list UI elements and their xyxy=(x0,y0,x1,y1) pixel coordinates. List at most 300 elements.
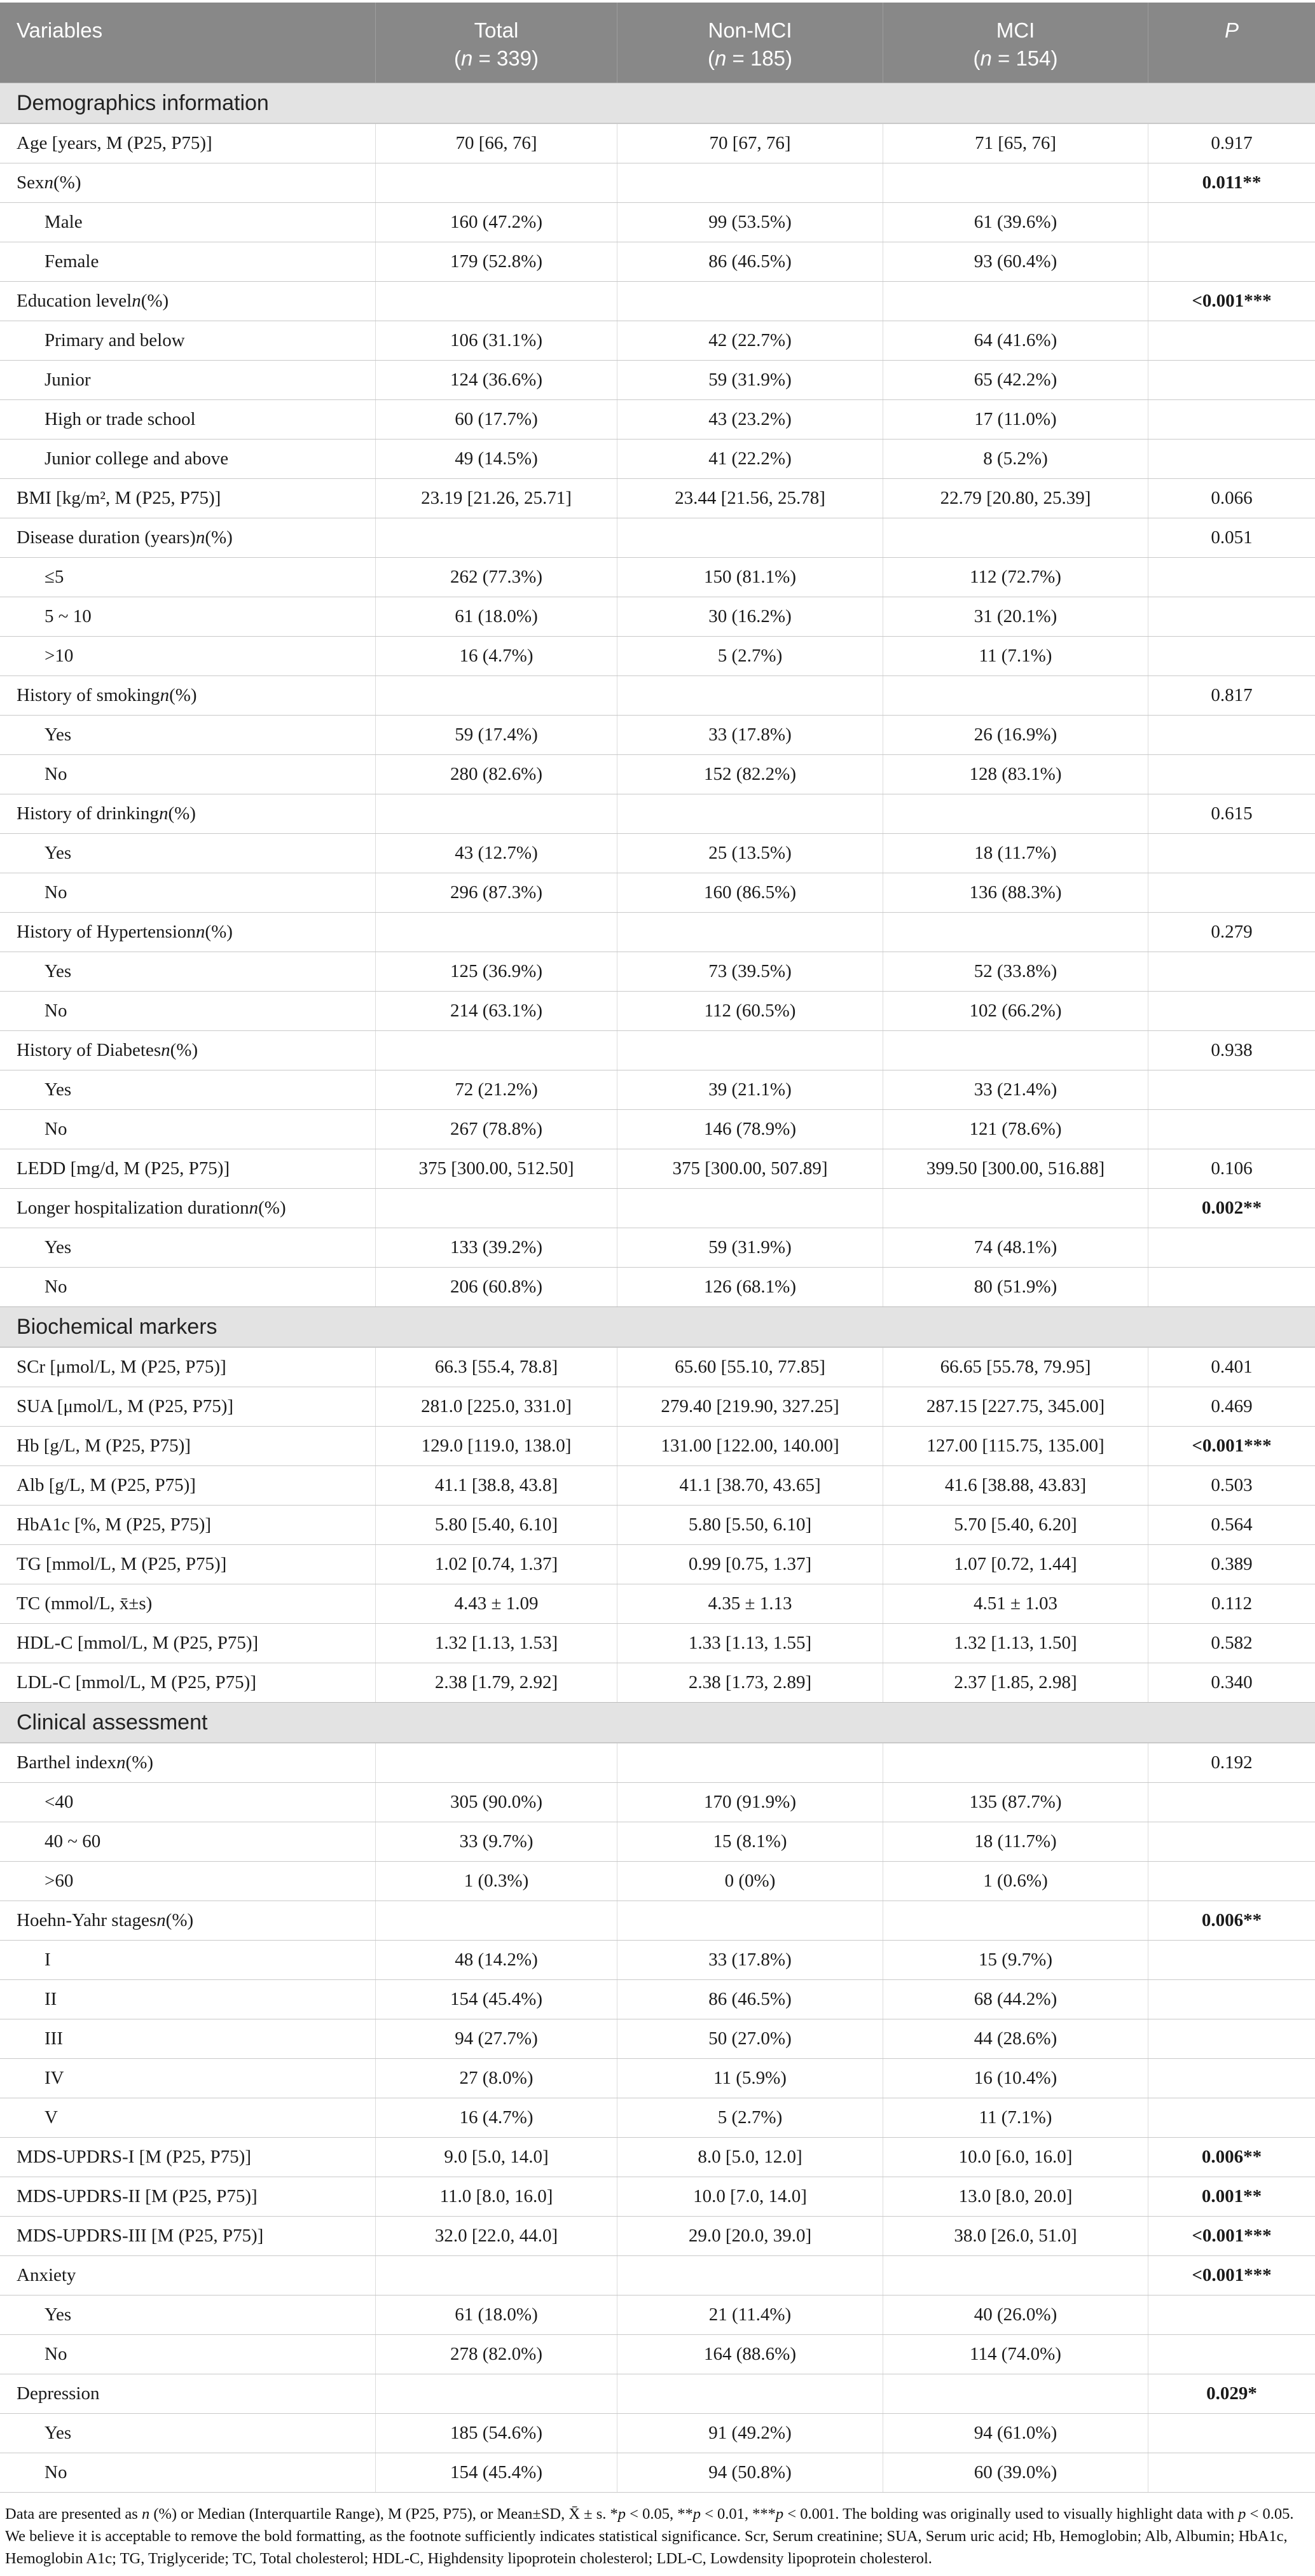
mci-cell: 114 (74.0%) xyxy=(883,2335,1148,2374)
p-cell: 0.029* xyxy=(1148,2374,1315,2413)
nonmci-cell: 164 (88.6%) xyxy=(617,2335,883,2374)
total-cell: 4.43 ± 1.09 xyxy=(375,1584,617,1623)
total-cell: 124 (36.6%) xyxy=(375,361,617,399)
variable-cell: I xyxy=(45,1949,51,1970)
variable-cell: Longer hospitalization duration n (%) xyxy=(17,1198,286,1218)
total-cell: 5.80 [5.40, 6.10] xyxy=(375,1506,617,1544)
variable-cell: Junior college and above xyxy=(45,448,229,469)
mci-cell: 121 (78.6%) xyxy=(883,1110,1148,1149)
variable-cell: Junior xyxy=(45,370,91,390)
mci-cell: 128 (83.1%) xyxy=(883,755,1148,794)
table-row xyxy=(0,242,1315,281)
variable-cell: Primary and below xyxy=(45,330,185,350)
mci-cell: 71 [65, 76] xyxy=(883,124,1148,163)
nonmci-cell: 50 (27.0%) xyxy=(617,2019,883,2058)
table-row xyxy=(0,1584,1315,1623)
variable-cell: High or trade school xyxy=(45,409,196,429)
variable-cell: >60 xyxy=(45,1871,74,1891)
p-cell: 0.279 xyxy=(1148,913,1315,952)
p-cell xyxy=(1148,1822,1315,1861)
nonmci-cell: 30 (16.2%) xyxy=(617,597,883,636)
nonmci-cell: 33 (17.8%) xyxy=(617,716,883,754)
variable-cell: IV xyxy=(45,2068,64,2088)
variable-cell: Hoehn-Yahr stages n (%) xyxy=(17,1910,194,1930)
nonmci-cell xyxy=(617,1031,883,1070)
variable-cell: SUA [μmol/L, M (P25, P75)] xyxy=(17,1396,234,1416)
p-cell xyxy=(1148,2453,1315,2492)
variable-cell: History of drinking n (%) xyxy=(17,803,196,824)
variable-cell: Male xyxy=(45,212,83,232)
table-row xyxy=(0,439,1315,478)
nonmci-cell: 5 (2.7%) xyxy=(617,637,883,675)
table-row xyxy=(0,2019,1315,2058)
nonmci-cell: 5.80 [5.50, 6.10] xyxy=(617,1506,883,1544)
p-cell xyxy=(1148,440,1315,478)
total-cell xyxy=(375,676,617,715)
table-row xyxy=(0,281,1315,321)
table-row xyxy=(0,2374,1315,2413)
table-row xyxy=(0,518,1315,557)
table-row xyxy=(0,2098,1315,2137)
p-cell: 0.006** xyxy=(1148,2138,1315,2177)
header-total-n: (n = 339) xyxy=(453,46,539,70)
mci-cell xyxy=(883,2374,1148,2413)
p-cell xyxy=(1148,2019,1315,2058)
p-cell xyxy=(1148,558,1315,597)
mci-cell: 65 (42.2%) xyxy=(883,361,1148,399)
p-cell xyxy=(1148,203,1315,242)
p-cell xyxy=(1148,1783,1315,1822)
total-cell: 281.0 [225.0, 331.0] xyxy=(375,1387,617,1426)
variable-cell: Sex n (%) xyxy=(17,172,81,193)
total-cell: 41.1 [38.8, 43.8] xyxy=(375,1466,617,1505)
mci-cell: 66.65 [55.78, 79.95] xyxy=(883,1348,1148,1387)
nonmci-cell: 152 (82.2%) xyxy=(617,755,883,794)
nonmci-cell xyxy=(617,2374,883,2413)
header-nonmci-n: (n = 185) xyxy=(707,46,793,70)
nonmci-cell: 375 [300.00, 507.89] xyxy=(617,1149,883,1188)
variable-cell: Hb [g/L, M (P25, P75)] xyxy=(17,1436,191,1456)
p-cell xyxy=(1148,952,1315,991)
mci-cell: 4.51 ± 1.03 xyxy=(883,1584,1148,1623)
table-row xyxy=(0,754,1315,794)
header-variables: Variables xyxy=(17,18,103,42)
table-row xyxy=(0,2334,1315,2374)
nonmci-cell: 15 (8.1%) xyxy=(617,1822,883,1861)
variable-cell: Yes xyxy=(45,2423,72,2443)
nonmci-cell: 23.44 [21.56, 25.78] xyxy=(617,479,883,518)
total-cell: 59 (17.4%) xyxy=(375,716,617,754)
table-row xyxy=(0,912,1315,952)
mci-cell: 15 (9.7%) xyxy=(883,1941,1148,1979)
mci-cell: 18 (11.7%) xyxy=(883,1822,1148,1861)
variable-cell: Yes xyxy=(45,1237,72,1257)
mci-cell: 26 (16.9%) xyxy=(883,716,1148,754)
p-cell: 0.112 xyxy=(1148,1584,1315,1623)
mci-cell: 136 (88.3%) xyxy=(883,873,1148,912)
mci-cell: 31 (20.1%) xyxy=(883,597,1148,636)
total-cell xyxy=(375,794,617,833)
p-cell xyxy=(1148,992,1315,1030)
table-body xyxy=(0,83,1315,2493)
nonmci-cell: 99 (53.5%) xyxy=(617,203,883,242)
table-row xyxy=(0,478,1315,518)
nonmci-cell xyxy=(617,518,883,557)
variable-cell: V xyxy=(45,2107,58,2128)
table-row xyxy=(0,1426,1315,1465)
header-mci xyxy=(883,3,1148,83)
total-cell: 2.38 [1.79, 2.92] xyxy=(375,1663,617,1702)
table-row xyxy=(0,1743,1315,1782)
p-cell: 0.503 xyxy=(1148,1466,1315,1505)
nonmci-cell: 131.00 [122.00, 140.00] xyxy=(617,1427,883,1465)
table-row xyxy=(0,1070,1315,1109)
table-header-row xyxy=(0,3,1315,83)
nonmci-cell: 41 (22.2%) xyxy=(617,440,883,478)
variable-cell: LEDD [mg/d, M (P25, P75)] xyxy=(17,1158,230,1179)
p-cell xyxy=(1148,1110,1315,1149)
mci-cell: 135 (87.7%) xyxy=(883,1783,1148,1822)
p-cell xyxy=(1148,1268,1315,1306)
variable-cell: MDS-UPDRS-II [M (P25, P75)] xyxy=(17,2186,258,2206)
total-cell: 125 (36.9%) xyxy=(375,952,617,991)
table-row xyxy=(0,1030,1315,1070)
mci-cell: 5.70 [5.40, 6.20] xyxy=(883,1506,1148,1544)
variable-cell: History of Diabetes n (%) xyxy=(17,1040,198,1060)
p-cell xyxy=(1148,2059,1315,2098)
section-title: Biochemical markers xyxy=(17,1314,217,1339)
p-cell: 0.582 xyxy=(1148,1624,1315,1663)
table-row xyxy=(0,636,1315,675)
p-cell xyxy=(1148,1228,1315,1267)
p-cell xyxy=(1148,755,1315,794)
total-cell: 43 (12.7%) xyxy=(375,834,617,873)
mci-cell: 127.00 [115.75, 135.00] xyxy=(883,1427,1148,1465)
p-cell: 0.011** xyxy=(1148,163,1315,202)
p-cell xyxy=(1148,2296,1315,2334)
variable-cell: Disease duration (years) n (%) xyxy=(17,527,233,548)
table-row xyxy=(0,1544,1315,1584)
mci-cell: 33 (21.4%) xyxy=(883,1070,1148,1109)
mci-cell xyxy=(883,676,1148,715)
p-cell: 0.564 xyxy=(1148,1506,1315,1544)
p-cell xyxy=(1148,716,1315,754)
total-cell xyxy=(375,1189,617,1228)
mci-cell: 60 (39.0%) xyxy=(883,2453,1148,2492)
total-cell: 49 (14.5%) xyxy=(375,440,617,478)
total-cell xyxy=(375,1031,617,1070)
variable-cell: Alb [g/L, M (P25, P75)] xyxy=(17,1475,196,1495)
table-row xyxy=(0,2453,1315,2492)
table-row xyxy=(0,2295,1315,2334)
table-row xyxy=(0,1505,1315,1544)
table-row xyxy=(0,833,1315,873)
total-cell: 60 (17.7%) xyxy=(375,400,617,439)
p-cell: <0.001*** xyxy=(1148,2256,1315,2295)
nonmci-cell: 73 (39.5%) xyxy=(617,952,883,991)
nonmci-cell xyxy=(617,1189,883,1228)
variable-cell: No xyxy=(45,2344,67,2364)
total-cell: 133 (39.2%) xyxy=(375,1228,617,1267)
p-cell xyxy=(1148,2098,1315,2137)
mci-cell: 44 (28.6%) xyxy=(883,2019,1148,2058)
nonmci-cell xyxy=(617,1743,883,1782)
header-total-name: Total xyxy=(474,18,519,42)
total-cell: 70 [66, 76] xyxy=(375,124,617,163)
mci-cell: 80 (51.9%) xyxy=(883,1268,1148,1306)
nonmci-cell: 94 (50.8%) xyxy=(617,2453,883,2492)
total-cell: 94 (27.7%) xyxy=(375,2019,617,2058)
variable-cell: 5 ~ 10 xyxy=(45,606,92,627)
mci-cell: 1 (0.6%) xyxy=(883,1862,1148,1901)
variable-cell: LDL-C [mmol/L, M (P25, P75)] xyxy=(17,1672,256,1693)
nonmci-cell: 0 (0%) xyxy=(617,1862,883,1901)
nonmci-cell: 11 (5.9%) xyxy=(617,2059,883,2098)
nonmci-cell: 279.40 [219.90, 327.25] xyxy=(617,1387,883,1426)
mci-cell: 40 (26.0%) xyxy=(883,2296,1148,2334)
variable-cell: BMI [kg/m², M (P25, P75)] xyxy=(17,488,221,508)
variable-cell: History of Hypertension n (%) xyxy=(17,922,233,942)
variable-cell: HbA1c [%, M (P25, P75)] xyxy=(17,1514,212,1535)
total-cell xyxy=(375,2256,617,2295)
variable-cell: No xyxy=(45,882,67,903)
mci-cell xyxy=(883,794,1148,833)
nonmci-cell: 91 (49.2%) xyxy=(617,2414,883,2453)
total-cell: 375 [300.00, 512.50] xyxy=(375,1149,617,1188)
table-row xyxy=(0,399,1315,439)
p-cell: 0.006** xyxy=(1148,1901,1315,1940)
variable-cell: Age [years, M (P25, P75)] xyxy=(17,133,212,153)
mci-cell: 2.37 [1.85, 2.98] xyxy=(883,1663,1148,1702)
total-cell: 32.0 [22.0, 44.0] xyxy=(375,2217,617,2255)
table-row xyxy=(0,715,1315,754)
total-cell: 1 (0.3%) xyxy=(375,1862,617,1901)
variable-cell: Anxiety xyxy=(17,2265,76,2285)
table-row xyxy=(0,2177,1315,2216)
total-cell xyxy=(375,1901,617,1940)
total-cell xyxy=(375,163,617,202)
total-cell: 267 (78.8%) xyxy=(375,1110,617,1149)
variable-cell: No xyxy=(45,1119,67,1139)
variable-cell: History of smoking n (%) xyxy=(17,685,197,705)
total-cell: 278 (82.0%) xyxy=(375,2335,617,2374)
nonmci-cell: 146 (78.9%) xyxy=(617,1110,883,1149)
mci-cell: 399.50 [300.00, 516.88] xyxy=(883,1149,1148,1188)
nonmci-cell xyxy=(617,282,883,321)
mci-cell: 22.79 [20.80, 25.39] xyxy=(883,479,1148,518)
total-cell: 185 (54.6%) xyxy=(375,2414,617,2453)
p-cell xyxy=(1148,1941,1315,1979)
p-cell: <0.001*** xyxy=(1148,282,1315,321)
p-cell xyxy=(1148,1862,1315,1901)
variable-cell: Yes xyxy=(45,961,72,981)
table-row xyxy=(0,1347,1315,1387)
p-cell: 0.817 xyxy=(1148,676,1315,715)
p-cell: 0.938 xyxy=(1148,1031,1315,1070)
table-row xyxy=(0,675,1315,715)
table-row xyxy=(0,1228,1315,1267)
total-cell: 48 (14.2%) xyxy=(375,1941,617,1979)
mci-cell xyxy=(883,1031,1148,1070)
footnote: Data are presented as n (%) or Median (Interquartile Range), M (P25, P75), or Mean±SD, X̄ ± s. *p < 0.05, **p < 0.01, ***p < 0.001. The bolding was originally used to visually highlight data with p < 0.05. We believe it is acceptable to remove the bold formatting, as the footnote sufficiently indicates statistical significance. Scr, Serum creatinine; SUA, Serum uric acid; Hb, Hemoglobin; Alb, Albumin; HbA1c, Hemoglobin A1c; TG, Triglyceride; TC, Total cholesterol; HDL-C, Highdensity lipoprotein cholesterol; LDL-C, Lowdensity lipoprotein cholesterol. xyxy=(5,2505,1294,2567)
total-cell: 305 (90.0%) xyxy=(375,1783,617,1822)
variable-cell: Yes xyxy=(45,2304,72,2325)
p-cell: 0.192 xyxy=(1148,1743,1315,1782)
total-cell: 129.0 [119.0, 138.0] xyxy=(375,1427,617,1465)
table-row xyxy=(0,1663,1315,1702)
section-title: Demographics information xyxy=(17,90,269,115)
nonmci-cell: 8.0 [5.0, 12.0] xyxy=(617,2138,883,2177)
total-cell: 27 (8.0%) xyxy=(375,2059,617,2098)
header-mci-n: (n = 154) xyxy=(973,46,1058,70)
section-header-row xyxy=(0,1702,1315,1743)
variable-cell: II xyxy=(45,1989,57,2009)
mci-cell: 102 (66.2%) xyxy=(883,992,1148,1030)
table-row xyxy=(0,1979,1315,2019)
table-row xyxy=(0,1940,1315,1979)
variable-cell: ≤5 xyxy=(45,567,64,587)
mci-cell: 38.0 [26.0, 51.0] xyxy=(883,2217,1148,2255)
table-row xyxy=(0,2255,1315,2295)
table-row xyxy=(0,2137,1315,2177)
nonmci-cell: 42 (22.7%) xyxy=(617,321,883,360)
variable-cell: Barthel index n (%) xyxy=(17,1752,154,1773)
header-total xyxy=(375,3,617,83)
section-header-row xyxy=(0,83,1315,123)
variable-cell: <40 xyxy=(45,1792,74,1812)
nonmci-cell: 0.99 [0.75, 1.37] xyxy=(617,1545,883,1584)
mci-cell xyxy=(883,1901,1148,1940)
table-row xyxy=(0,2058,1315,2098)
variable-cell: MDS-UPDRS-I [M (P25, P75)] xyxy=(17,2147,251,2167)
total-cell: 9.0 [5.0, 14.0] xyxy=(375,2138,617,2177)
total-cell xyxy=(375,282,617,321)
nonmci-cell: 2.38 [1.73, 2.89] xyxy=(617,1663,883,1702)
variable-cell: No xyxy=(45,764,67,784)
variable-cell: Female xyxy=(45,251,99,272)
table-row xyxy=(0,321,1315,360)
p-cell xyxy=(1148,873,1315,912)
p-cell: <0.001*** xyxy=(1148,2217,1315,2255)
table-row xyxy=(0,1623,1315,1663)
mci-cell: 13.0 [8.0, 20.0] xyxy=(883,2177,1148,2216)
p-cell: <0.001*** xyxy=(1148,1427,1315,1465)
mci-cell xyxy=(883,2256,1148,2295)
p-cell: 0.002** xyxy=(1148,1189,1315,1228)
mci-cell: 11 (7.1%) xyxy=(883,2098,1148,2137)
nonmci-cell: 70 [67, 76] xyxy=(617,124,883,163)
nonmci-cell xyxy=(617,163,883,202)
total-cell: 61 (18.0%) xyxy=(375,597,617,636)
nonmci-cell xyxy=(617,794,883,833)
nonmci-cell: 29.0 [20.0, 39.0] xyxy=(617,2217,883,2255)
section-title: Clinical assessment xyxy=(17,1710,208,1735)
table-row xyxy=(0,1149,1315,1188)
variable-cell: No xyxy=(45,2462,67,2483)
mci-cell: 74 (48.1%) xyxy=(883,1228,1148,1267)
nonmci-cell: 39 (21.1%) xyxy=(617,1070,883,1109)
p-cell xyxy=(1148,1980,1315,2019)
nonmci-cell: 112 (60.5%) xyxy=(617,992,883,1030)
nonmci-cell: 86 (46.5%) xyxy=(617,242,883,281)
mci-cell: 16 (10.4%) xyxy=(883,2059,1148,2098)
mci-cell: 52 (33.8%) xyxy=(883,952,1148,991)
p-cell: 0.917 xyxy=(1148,124,1315,163)
p-cell: 0.066 xyxy=(1148,479,1315,518)
total-cell: 16 (4.7%) xyxy=(375,637,617,675)
p-cell xyxy=(1148,321,1315,360)
variable-cell: III xyxy=(45,2028,63,2049)
table-row xyxy=(0,1782,1315,1822)
variable-cell: Depression xyxy=(17,2383,100,2404)
p-cell xyxy=(1148,597,1315,636)
nonmci-cell: 59 (31.9%) xyxy=(617,361,883,399)
mci-cell: 94 (61.0%) xyxy=(883,2414,1148,2453)
variable-cell: Yes xyxy=(45,1079,72,1100)
p-cell: 0.340 xyxy=(1148,1663,1315,1702)
variable-cell: >10 xyxy=(45,646,74,666)
total-cell: 72 (21.2%) xyxy=(375,1070,617,1109)
total-cell: 154 (45.4%) xyxy=(375,1980,617,2019)
table-row xyxy=(0,360,1315,399)
total-cell: 66.3 [55.4, 78.8] xyxy=(375,1348,617,1387)
table-row xyxy=(0,1188,1315,1228)
total-cell: 33 (9.7%) xyxy=(375,1822,617,1861)
mci-cell: 93 (60.4%) xyxy=(883,242,1148,281)
variable-cell: MDS-UPDRS-III [M (P25, P75)] xyxy=(17,2226,264,2246)
table-row xyxy=(0,1465,1315,1505)
table-row xyxy=(0,991,1315,1030)
total-cell: 23.19 [21.26, 25.71] xyxy=(375,479,617,518)
total-cell xyxy=(375,1743,617,1782)
p-cell: 0.469 xyxy=(1148,1387,1315,1426)
header-nonmci-name: Non-MCI xyxy=(708,18,792,42)
total-cell: 16 (4.7%) xyxy=(375,2098,617,2137)
total-cell: 206 (60.8%) xyxy=(375,1268,617,1306)
mci-cell: 1.32 [1.13, 1.50] xyxy=(883,1624,1148,1663)
table-row xyxy=(0,1822,1315,1861)
table-row xyxy=(0,1109,1315,1149)
mci-cell xyxy=(883,1743,1148,1782)
p-cell xyxy=(1148,361,1315,399)
p-cell: 0.051 xyxy=(1148,518,1315,557)
nonmci-cell: 10.0 [7.0, 14.0] xyxy=(617,2177,883,2216)
mci-cell xyxy=(883,163,1148,202)
table-row xyxy=(0,1901,1315,1940)
mci-cell: 11 (7.1%) xyxy=(883,637,1148,675)
total-cell: 61 (18.0%) xyxy=(375,2296,617,2334)
header-p: P xyxy=(1148,3,1315,83)
variable-cell: HDL-C [mmol/L, M (P25, P75)] xyxy=(17,1633,259,1653)
mci-cell xyxy=(883,282,1148,321)
nonmci-cell: 1.33 [1.13, 1.55] xyxy=(617,1624,883,1663)
p-cell xyxy=(1148,637,1315,675)
nonmci-cell xyxy=(617,676,883,715)
table-row xyxy=(0,873,1315,912)
mci-cell: 18 (11.7%) xyxy=(883,834,1148,873)
p-cell xyxy=(1148,1070,1315,1109)
mci-cell: 1.07 [0.72, 1.44] xyxy=(883,1545,1148,1584)
table-row xyxy=(0,794,1315,833)
total-cell: 179 (52.8%) xyxy=(375,242,617,281)
section-header-row xyxy=(0,1306,1315,1347)
mci-cell xyxy=(883,913,1148,952)
table-row xyxy=(0,952,1315,991)
variable-cell: Yes xyxy=(45,843,72,863)
variable-cell: 40 ~ 60 xyxy=(45,1831,101,1852)
variable-cell: Education level n (%) xyxy=(17,291,169,311)
header-nonmci xyxy=(617,3,883,83)
